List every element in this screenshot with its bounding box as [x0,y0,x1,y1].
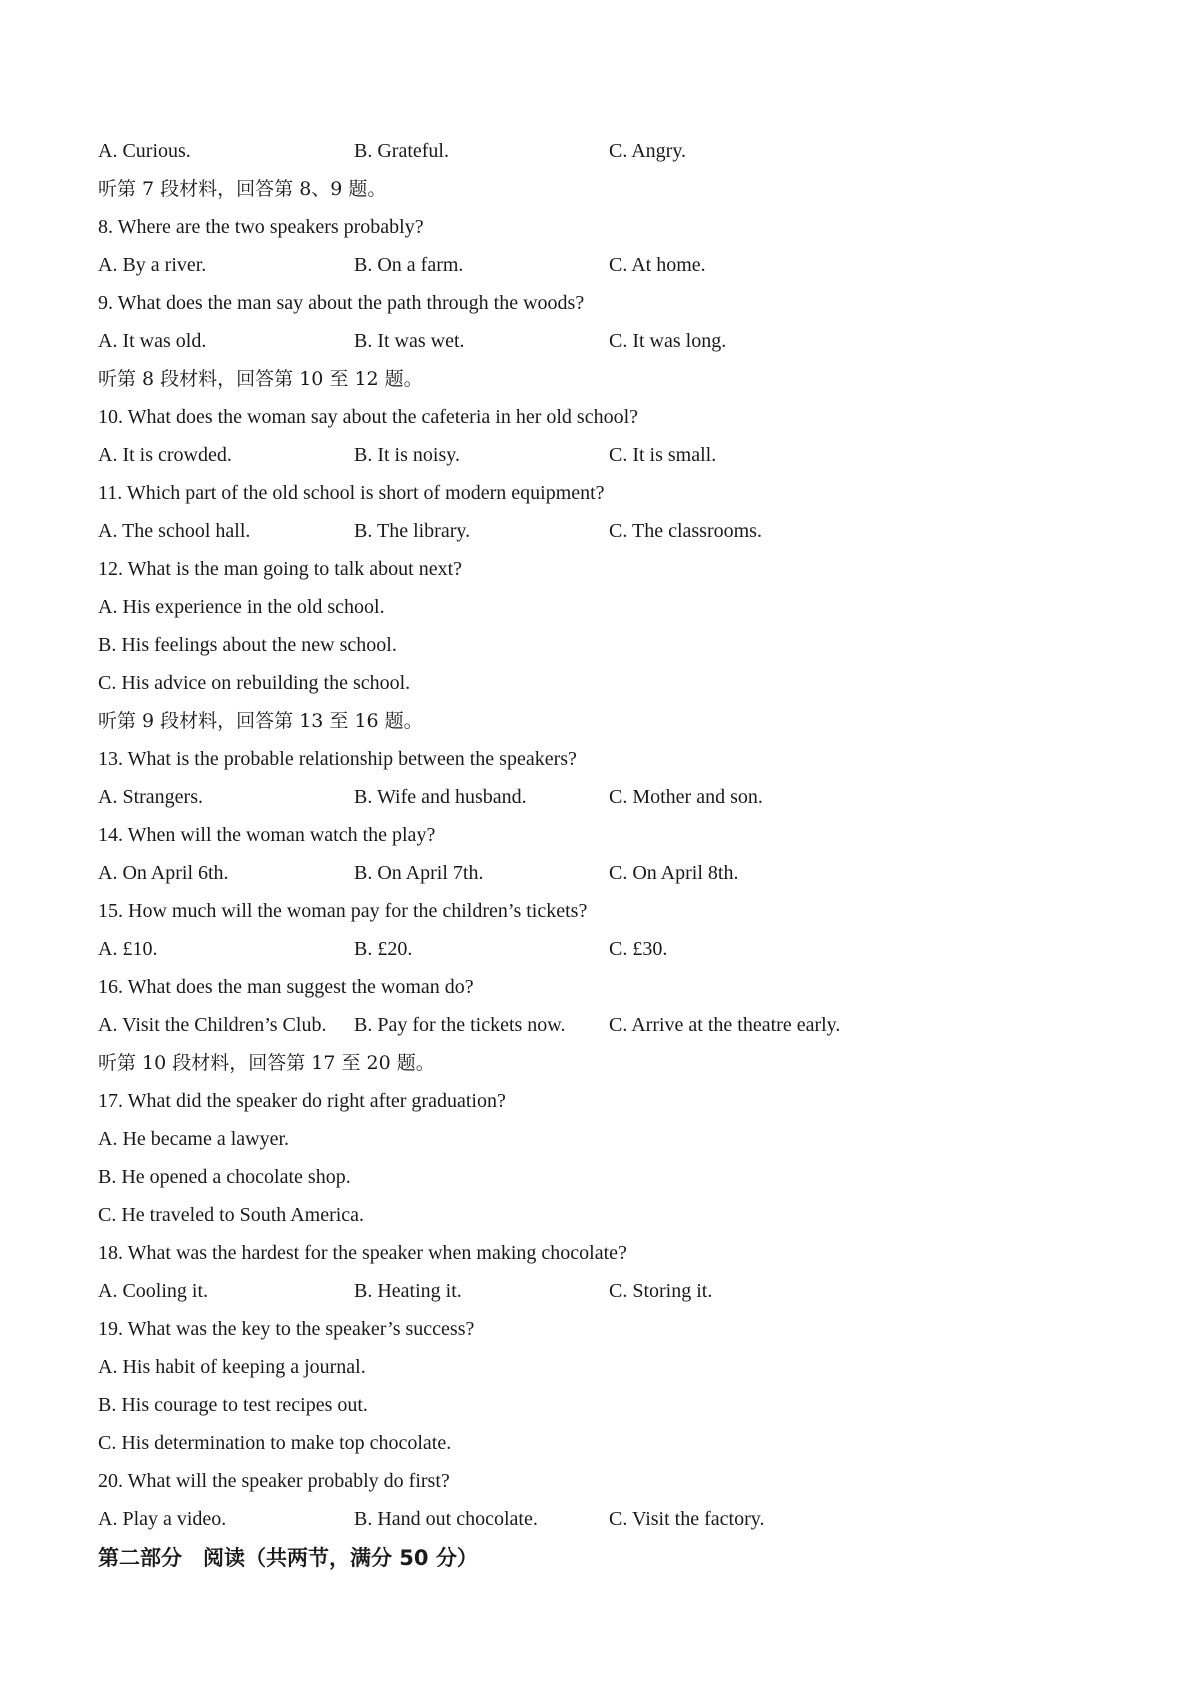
answer-option: A. His experience in the old school. [98,596,385,618]
option-b: B. On April 7th. [354,862,484,884]
answer-option: A. His habit of keeping a journal. [98,1356,366,1378]
option-a: A. The school hall. [98,520,251,542]
answer-option: C. He traveled to South America. [98,1204,365,1226]
question-stem: 16. What does the man suggest the woman do? [98,976,474,998]
question-stem: 17. What did the speaker do right after graduation? [98,1090,506,1112]
question-stem: 18. What was the hardest for the speaker when making chocolate? [98,1242,627,1264]
option-c: C. Storing it. [609,1280,713,1302]
answer-option: B. He opened a chocolate shop. [98,1166,351,1188]
listening-instruction: 听第 7 段材料，回答第 8、9 题。 [98,178,387,200]
option-b: B. It was wet. [354,330,465,352]
option-b: B. Grateful. [354,140,449,162]
option-b: B. Wife and husband. [354,786,527,808]
section-heading: 第二部分 阅读（共两节，满分 50 分） [98,1546,478,1570]
question-stem: 12. What is the man going to talk about next? [98,558,463,580]
option-c: C. The classrooms. [609,520,762,542]
option-a: A. Cooling it. [98,1280,209,1302]
option-a: A. Curious. [98,140,191,162]
option-a: A. It was old. [98,330,207,352]
option-a: A. Play a video. [98,1508,227,1530]
option-c: C. It is small. [609,444,717,466]
option-c: C. Visit the factory. [609,1508,765,1530]
option-b: B. Heating it. [354,1280,462,1302]
option-a: A. Visit the Children’s Club. [98,1014,327,1036]
option-b: B. The library. [354,520,471,542]
question-stem: 9. What does the man say about the path through the woods? [98,292,585,314]
question-stem: 20. What will the speaker probably do first? [98,1470,450,1492]
question-stem: 13. What is the probable relationship between the speakers? [98,748,577,770]
option-a: A. Strangers. [98,786,203,808]
option-a: A. £10. [98,938,158,960]
option-c: C. Mother and son. [609,786,763,808]
option-b: B. Pay for the tickets now. [354,1014,566,1036]
option-c: C. £30. [609,938,668,960]
question-stem: 15. How much will the woman pay for the children’s tickets? [98,900,588,922]
option-c: C. On April 8th. [609,862,739,884]
answer-option: C. His determination to make top chocolate. [98,1432,452,1454]
option-a: A. It is crowded. [98,444,232,466]
answer-option: C. His advice on rebuilding the school. [98,672,411,694]
option-c: C. At home. [609,254,706,276]
question-stem: 11. Which part of the old school is short of modern equipment? [98,482,605,504]
answer-option: B. His feelings about the new school. [98,634,397,656]
listening-instruction: 听第 8 段材料，回答第 10 至 12 题。 [98,368,423,390]
option-c: C. It was long. [609,330,727,352]
listening-instruction: 听第 9 段材料，回答第 13 至 16 题。 [98,710,423,732]
option-b: B. Hand out chocolate. [354,1508,538,1530]
option-a: A. By a river. [98,254,207,276]
option-b: B. On a farm. [354,254,464,276]
answer-option: A. He became a lawyer. [98,1128,290,1150]
answer-option: B. His courage to test recipes out. [98,1394,368,1416]
option-a: A. On April 6th. [98,862,229,884]
option-b: B. £20. [354,938,413,960]
question-stem: 14. When will the woman watch the play? [98,824,436,846]
question-stem: 10. What does the woman say about the cafeteria in her old school? [98,406,639,428]
option-c: C. Arrive at the theatre early. [609,1014,841,1036]
listening-instruction: 听第 10 段材料，回答第 17 至 20 题。 [98,1052,435,1074]
question-stem: 8. Where are the two speakers probably? [98,216,424,238]
option-b: B. It is noisy. [354,444,460,466]
question-stem: 19. What was the key to the speaker’s success? [98,1318,475,1340]
option-c: C. Angry. [609,140,687,162]
